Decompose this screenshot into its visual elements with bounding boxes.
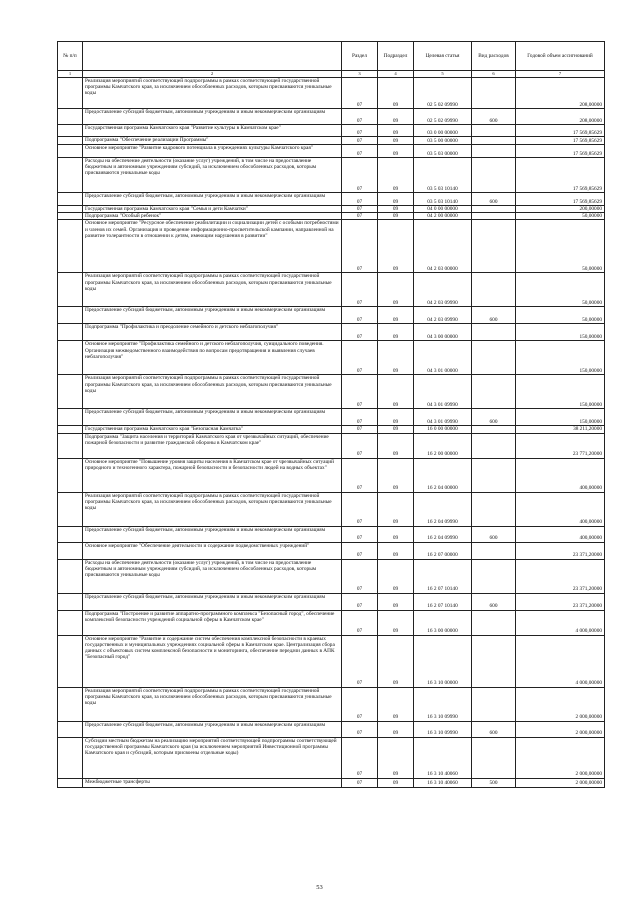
row-target-article: 03 0 00 00000: [414, 125, 472, 137]
table-row: [58, 145, 605, 158]
row-expense-type: [472, 635, 516, 687]
table-row: [58, 492, 605, 526]
budget-table: [57, 41, 605, 788]
row-name: Основное мероприятие "Развитие кадрового потенциала в учреждениях культуры Камчатского края": [83, 145, 342, 158]
table-row: [58, 433, 605, 458]
table-row: [58, 542, 605, 559]
table-row: [58, 206, 605, 213]
row-subsection: 09: [378, 375, 414, 409]
row-target-article: 03 5 00 00000: [414, 137, 472, 145]
table-row: [58, 193, 605, 206]
row-subsection: 09: [378, 273, 414, 307]
row-number: [58, 542, 83, 559]
row-expense-type: 500: [472, 778, 516, 787]
row-expense-type: [472, 213, 516, 220]
row-amount: 150,00000: [516, 409, 605, 426]
row-number: [58, 341, 83, 375]
row-subsection: 09: [378, 721, 414, 737]
row-section: 07: [342, 125, 378, 137]
row-number: [58, 206, 83, 213]
row-number: [58, 125, 83, 137]
row-target-article: 16 2 07 10140: [414, 559, 472, 593]
row-subsection: 09: [378, 593, 414, 610]
row-name: Основное мероприятие "Развитие и содержание систем обеспечения комплексной безопасности в краевых государственных и муниципальных учреждениях социальной сферы в Камчатском крае. Централизация сбора данных с объектовых систем комплексной безопасности и мониторинга, обеспечение передачи данных в АПК "Безопасный город": [83, 635, 342, 687]
page-number: 53: [316, 884, 323, 891]
table-row: [58, 375, 605, 409]
column-number: 4: [378, 71, 414, 78]
row-amount: 17 569,85629: [516, 193, 605, 206]
row-subsection: 09: [378, 193, 414, 206]
row-name: Предоставление субсидий бюджетным, автономным учреждениям и иным некоммерческим организациям: [83, 593, 342, 610]
row-amount: 38 211,20000: [516, 426, 605, 433]
row-target-article: 16 0 00 00000: [414, 426, 472, 433]
row-subsection: 09: [378, 635, 414, 687]
row-subsection: 09: [378, 137, 414, 145]
row-number: [58, 721, 83, 737]
row-amount: 400,00000: [516, 492, 605, 526]
row-number: [58, 593, 83, 610]
row-expense-type: 600: [472, 193, 516, 206]
row-name: Предоставление субсидий бюджетным, автономным учреждениям и иным некоммерческим организациям: [83, 109, 342, 125]
row-name: Подпрограмма "Защита населения и территорий Камчатского края от чрезвычайных ситуаций, обеспечение пожарной безопасности и развитие гражданской обороны в Камчатском крае": [83, 433, 342, 458]
row-amount: 400,00000: [516, 458, 605, 492]
row-subsection: 09: [378, 426, 414, 433]
row-expense-type: [472, 145, 516, 158]
row-expense-type: [472, 687, 516, 721]
table-row: [58, 526, 605, 542]
row-number: [58, 433, 83, 458]
table-row: [58, 220, 605, 273]
row-section: 07: [342, 542, 378, 559]
table-row: [58, 307, 605, 324]
row-target-article: 16 2 07 10140: [414, 593, 472, 610]
row-section: 07: [342, 610, 378, 635]
row-expense-type: 600: [472, 109, 516, 125]
row-expense-type: [472, 137, 516, 145]
header-target-article: Целевая статья: [414, 42, 472, 71]
row-expense-type: [472, 426, 516, 433]
table-row: [58, 409, 605, 426]
column-number: 3: [342, 71, 378, 78]
row-amount: 17 569,85629: [516, 158, 605, 193]
row-subsection: 09: [378, 324, 414, 341]
row-target-article: 04 3 01 00000: [414, 341, 472, 375]
row-expense-type: [472, 324, 516, 341]
table-header-row: [58, 42, 605, 71]
row-name: Подпрограмма "Профилактика и преодоление семейного и детского неблагополучия": [83, 324, 342, 341]
row-number: [58, 213, 83, 220]
row-subsection: 09: [378, 458, 414, 492]
row-amount: 23 371,20000: [516, 593, 605, 610]
row-number: [58, 137, 83, 145]
row-subsection: 09: [378, 341, 414, 375]
row-section: 07: [342, 273, 378, 307]
table-row: [58, 341, 605, 375]
row-target-article: 16 3 10 09990: [414, 687, 472, 721]
row-subsection: 09: [378, 778, 414, 787]
row-subsection: 09: [378, 559, 414, 593]
row-number: [58, 610, 83, 635]
table-row: [58, 635, 605, 687]
row-amount: 4 000,00000: [516, 635, 605, 687]
row-name: Основное мероприятие "Ресурсное обеспечение реабилитации и социализации детей с особыми потребностями и членов их семей. Организация и проведение информационно-просветительской кампании, направленной на развитие толерантности в отношении к детям, имеющим нарушения в развитии": [83, 220, 342, 273]
row-expense-type: 600: [472, 526, 516, 542]
row-subsection: 09: [378, 542, 414, 559]
row-name: Реализация мероприятий соответствующей подпрограммы в рамках соответствующей государственной программы Камчатского края, за исключением обособленных расходов, которым присваиваются уникальные коды: [83, 375, 342, 409]
row-number: [58, 220, 83, 273]
row-section: 07: [342, 526, 378, 542]
row-name: Субсидии местным бюджетам на реализацию мероприятий соответствующей подпрограммы соответствующей государственной программы Камчатского края (за исключением мероприятий Инвестиционной программы Камчатского края и субсидий, которым присвоены отдельные коды): [83, 737, 342, 778]
row-amount: 23 371,20000: [516, 542, 605, 559]
row-amount: 150,00000: [516, 375, 605, 409]
row-name: Подпрограмма "Построение и развитие аппаратно-программного комплекса "Безопасный город", обеспечение комплексной безопасности учреждений социальной сферы в Камчатском крае": [83, 610, 342, 635]
row-target-article: 04 3 01 09990: [414, 409, 472, 426]
row-amount: 50,00000: [516, 307, 605, 324]
row-section: 07: [342, 213, 378, 220]
row-amount: 150,00000: [516, 324, 605, 341]
table-row: [58, 213, 605, 220]
header-number: № п/п: [58, 42, 83, 71]
row-name: Реализация мероприятий соответствующей подпрограммы в рамках соответствующей государственной программы Камчатского края, за исключением обособленных расходов, которым присваиваются уникальные коды: [83, 492, 342, 526]
row-name: Предоставление субсидий бюджетным, автономным учреждениям и иным некоммерческим организациям: [83, 307, 342, 324]
row-name: Основное мероприятие "Повышение уровня защиты населения в Камчатском крае от чрезвычайных ситуаций природного и техногенного характера, пожарной безопасности и безопасности людей на водных объектах": [83, 458, 342, 492]
row-number: [58, 492, 83, 526]
column-number-row: [58, 71, 605, 78]
row-section: 07: [342, 593, 378, 610]
row-target-article: 03 5 03 10140: [414, 158, 472, 193]
row-expense-type: [472, 78, 516, 109]
table-row: [58, 458, 605, 492]
row-expense-type: [472, 220, 516, 273]
header-annual-amount: Годовой объем ассигнований: [516, 42, 605, 71]
table-row: [58, 687, 605, 721]
row-section: 07: [342, 426, 378, 433]
row-name: Государственная программа Камчатского края "Безопасная Камчатка": [83, 426, 342, 433]
row-target-article: 16 2 07 00000: [414, 542, 472, 559]
row-amount: 400,00000: [516, 526, 605, 542]
table-row: [58, 593, 605, 610]
row-number: [58, 526, 83, 542]
row-expense-type: 600: [472, 721, 516, 737]
row-amount: 2 000,00000: [516, 778, 605, 787]
row-name: Основное мероприятие "Обеспечение деятельности и содержание подведомственных учреждений": [83, 542, 342, 559]
row-name: Реализация мероприятий соответствующей подпрограммы в рамках соответствующей государственной программы Камчатского края, за исключением обособленных расходов, которым присваиваются уникальные коды: [83, 273, 342, 307]
row-expense-type: [472, 433, 516, 458]
row-amount: 50,00000: [516, 220, 605, 273]
row-section: 07: [342, 458, 378, 492]
row-subsection: 09: [378, 213, 414, 220]
row-subsection: 09: [378, 145, 414, 158]
row-amount: 23 771,20000: [516, 433, 605, 458]
row-target-article: 16 3 10 40060: [414, 778, 472, 787]
row-expense-type: [472, 273, 516, 307]
row-number: [58, 109, 83, 125]
row-number: [58, 409, 83, 426]
row-amount: 2 000,00000: [516, 721, 605, 737]
row-target-article: 16 2 04 09990: [414, 526, 472, 542]
row-section: 07: [342, 409, 378, 426]
row-target-article: 04 2 03 00000: [414, 220, 472, 273]
row-name: Реализация мероприятий соответствующей подпрограммы в рамках соответствующей государственной программы Камчатского края, за исключением обособленных расходов, которым присваиваются уникальные коды: [83, 78, 342, 109]
row-number: [58, 737, 83, 778]
table-row: [58, 721, 605, 737]
column-number: 1: [58, 71, 83, 78]
row-section: 07: [342, 193, 378, 206]
row-section: 07: [342, 158, 378, 193]
row-name: Подпрограмма "Особый ребенок": [83, 213, 342, 220]
row-target-article: 04 2 03 09990: [414, 307, 472, 324]
table-row: [58, 125, 605, 137]
row-section: 07: [342, 778, 378, 787]
header-expense-type: Вид расходов: [472, 42, 516, 71]
row-amount: 208,00000: [516, 78, 605, 109]
row-target-article: 16 2 04 00000: [414, 458, 472, 492]
row-amount: 17 569,85629: [516, 137, 605, 145]
row-name: Межбюджетные трансферты: [83, 778, 342, 787]
column-number: 5: [414, 71, 472, 78]
row-number: [58, 687, 83, 721]
row-expense-type: [472, 458, 516, 492]
row-target-article: 03 5 03 10140: [414, 193, 472, 206]
table-row: [58, 137, 605, 145]
row-expense-type: [472, 492, 516, 526]
row-expense-type: [472, 737, 516, 778]
row-section: 07: [342, 145, 378, 158]
row-expense-type: [472, 341, 516, 375]
row-subsection: 09: [378, 687, 414, 721]
row-expense-type: [472, 158, 516, 193]
row-subsection: 09: [378, 409, 414, 426]
row-target-article: 04 2 00 00000: [414, 213, 472, 220]
row-section: 07: [342, 324, 378, 341]
row-amount: 4 000,00000: [516, 610, 605, 635]
row-number: [58, 426, 83, 433]
row-amount: 17 569,85629: [516, 125, 605, 137]
header-section: Раздел: [342, 42, 378, 71]
row-target-article: 04 3 01 09990: [414, 375, 472, 409]
row-amount: 17 569,85629: [516, 145, 605, 158]
row-subsection: 09: [378, 737, 414, 778]
row-target-article: 04 2 03 09990: [414, 273, 472, 307]
row-amount: 50,00000: [516, 213, 605, 220]
row-name: Предоставление субсидий бюджетным, автономным учреждениям и иным некоммерческим организациям: [83, 193, 342, 206]
table-row: [58, 109, 605, 125]
table-row: [58, 610, 605, 635]
row-name: Реализация мероприятий соответствующей подпрограммы в рамках соответствующей государственной программы Камчатского края, за исключением обособленных расходов, которым присваиваются уникальные коды: [83, 687, 342, 721]
row-amount: 150,00000: [516, 341, 605, 375]
row-subsection: 09: [378, 109, 414, 125]
row-name: Предоставление субсидий бюджетным, автономным учреждениям и иным некоммерческим организациям: [83, 721, 342, 737]
table-row: [58, 426, 605, 433]
table-row: [58, 158, 605, 193]
row-subsection: 09: [378, 78, 414, 109]
row-expense-type: [472, 559, 516, 593]
row-name: Предоставление субсидий бюджетным, автономным учреждениям и иным некоммерческим организациям: [83, 526, 342, 542]
row-subsection: 09: [378, 220, 414, 273]
row-name: Подпрограмма "Обеспечение реализации Программы": [83, 137, 342, 145]
row-target-article: 02 5 02 09990: [414, 78, 472, 109]
table-row: [58, 559, 605, 593]
row-subsection: 09: [378, 158, 414, 193]
row-number: [58, 307, 83, 324]
table-row: [58, 78, 605, 109]
budget-page: [57, 41, 604, 788]
table-row: [58, 324, 605, 341]
row-expense-type: 600: [472, 307, 516, 324]
row-number: [58, 458, 83, 492]
row-target-article: 02 5 02 09990: [414, 109, 472, 125]
row-number: [58, 273, 83, 307]
header-name: [83, 42, 342, 71]
row-number: [58, 635, 83, 687]
row-expense-type: [472, 610, 516, 635]
row-number: [58, 778, 83, 787]
row-expense-type: 600: [472, 593, 516, 610]
row-expense-type: 600: [472, 409, 516, 426]
row-subsection: 09: [378, 526, 414, 542]
row-section: 07: [342, 206, 378, 213]
row-number: [58, 158, 83, 193]
row-expense-type: [472, 206, 516, 213]
row-section: 07: [342, 687, 378, 721]
row-target-article: 16 3 10 40060: [414, 737, 472, 778]
row-section: 07: [342, 78, 378, 109]
row-section: 07: [342, 635, 378, 687]
row-expense-type: [472, 125, 516, 137]
row-number: [58, 193, 83, 206]
row-name: Предоставление субсидий бюджетным, автономным учреждениям и иным некоммерческим организациям: [83, 409, 342, 426]
row-section: 07: [342, 220, 378, 273]
row-section: 07: [342, 341, 378, 375]
row-section: 07: [342, 137, 378, 145]
row-name: Основное мероприятие "Профилактика семейного и детского неблагополучия, суицидального поведения. Организация межведомственного взаимодействия по вопросам предотвращения и выявления случаев неблагополучия": [83, 341, 342, 375]
row-subsection: 09: [378, 610, 414, 635]
row-target-article: 03 5 03 00000: [414, 145, 472, 158]
row-subsection: 09: [378, 307, 414, 324]
row-target-article: 16 2 00 00000: [414, 433, 472, 458]
row-amount: 2 000,00000: [516, 737, 605, 778]
row-target-article: 16 3 10 09990: [414, 721, 472, 737]
row-amount: 208,00000: [516, 109, 605, 125]
column-number: 7: [516, 71, 605, 78]
header-subsection: Подраздел: [378, 42, 414, 71]
row-target-article: 16 3 10 00000: [414, 635, 472, 687]
row-section: 07: [342, 492, 378, 526]
row-number: [58, 145, 83, 158]
row-section: 07: [342, 721, 378, 737]
row-number: [58, 324, 83, 341]
row-target-article: 04 0 00 00000: [414, 206, 472, 213]
table-row: [58, 778, 605, 787]
row-name: Государственная программа Камчатского края "Семья и дети Камчатки": [83, 206, 342, 213]
row-subsection: 09: [378, 125, 414, 137]
row-name: Расходы на обеспечение деятельности (оказание услуг) учреждений, в том числе на предоставление бюджетным и автономным учреждениям субсидий, за исключением обособленных расходов, которым присваиваются уникальные коды: [83, 559, 342, 593]
row-name: Государственная программа Камчатского края "Развитие культуры в Камчатском крае": [83, 125, 342, 137]
row-section: 07: [342, 307, 378, 324]
table-row: [58, 273, 605, 307]
table-row: [58, 737, 605, 778]
row-subsection: 09: [378, 433, 414, 458]
row-section: 07: [342, 375, 378, 409]
row-subsection: 09: [378, 492, 414, 526]
row-amount: 2 000,00000: [516, 687, 605, 721]
row-expense-type: [472, 542, 516, 559]
row-name: Расходы на обеспечение деятельности (оказание услуг) учреждений, в том числе на предоставление бюджетным и автономным учреждениям субсидий, за исключением обособленных расходов, которым присваиваются уникальные коды: [83, 158, 342, 193]
row-expense-type: [472, 375, 516, 409]
budget-rows: [58, 78, 605, 788]
row-section: 07: [342, 433, 378, 458]
column-number: 2: [83, 71, 342, 78]
row-target-article: 16 2 04 09990: [414, 492, 472, 526]
row-section: 07: [342, 109, 378, 125]
row-subsection: 09: [378, 206, 414, 213]
row-target-article: 04 3 00 00000: [414, 324, 472, 341]
row-section: 07: [342, 737, 378, 778]
row-number: [58, 78, 83, 109]
row-number: [58, 559, 83, 593]
column-number: 6: [472, 71, 516, 78]
row-target-article: 16 3 00 00000: [414, 610, 472, 635]
row-section: 07: [342, 559, 378, 593]
row-amount: 200,00000: [516, 206, 605, 213]
row-number: [58, 375, 83, 409]
row-amount: 23 371,20000: [516, 559, 605, 593]
row-amount: 50,00000: [516, 273, 605, 307]
